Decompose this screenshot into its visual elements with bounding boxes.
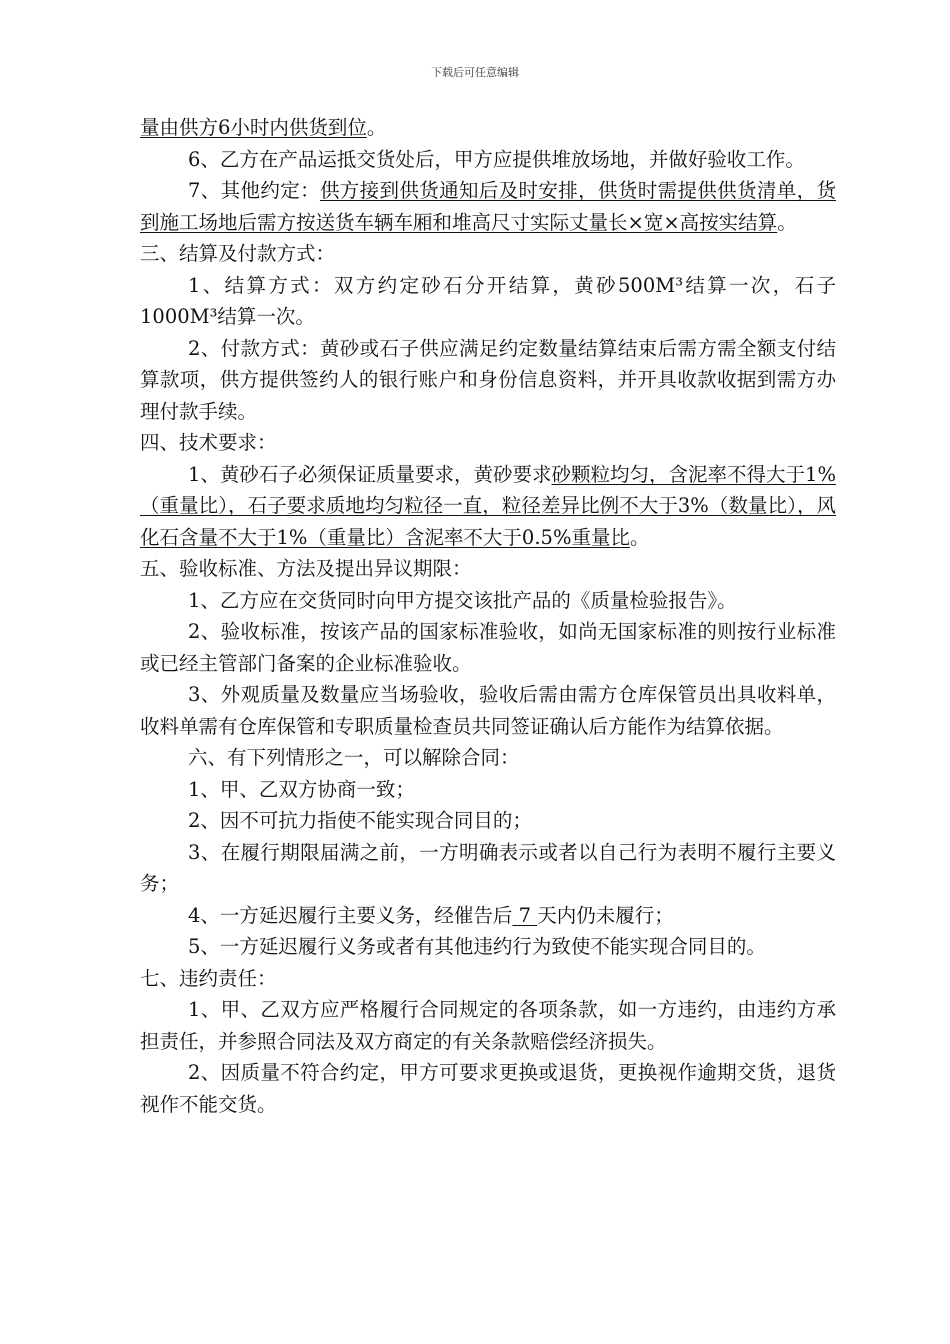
paragraph-continuation: 量由供方6小时内供货到位。: [140, 116, 387, 139]
clause-5-3: 3、外观质量及数量应当场验收，验收后需由需方仓库保管员出具收料单，收料单需有仓库保管和专职质量检查员共同签证确认后方能作为结算依据。: [140, 683, 836, 738]
page-header: 下载后可任意编辑: [431, 66, 519, 79]
clause-6-3: 3、在履行期限届满之前，一方明确表示或者以自己行为表明不履行主要义务；: [140, 840, 836, 895]
clause-6-2: 2、因不可抗力指使不能实现合同目的；: [188, 809, 532, 832]
underlined-text: 供方接到供货通知后及时安排，供货时需提供供货清单，货到施工场地后需方按送货车辆车厢和堆高尺寸实际丈量长×宽×高按实结算: [140, 179, 836, 234]
clause-7-2: 2、因质量不符合约定，甲方可要求更换或退货，更换视作逾期交货，退货视作不能交货。: [140, 1061, 836, 1116]
clause-5-2: 2、验收标准，按该产品的国家标准验收，如尚无国家标准的则按行业标准或已经主管部门备案的企业标准验收。: [140, 620, 836, 675]
underlined-days: 7: [512, 903, 538, 927]
clause-3-2: 2、付款方式：黄砂或石子供应满足约定数量结算结束后需方需全额支付结算款项，供方提供签约人的银行账户和身份信息资料，并开具收款收据到需方办理付款手续。: [140, 336, 836, 423]
underlined-text: 砂颗粒均匀，含泥率不得大于1%（重量比），石子要求质地均匀粒径一直，粒径差异比例不大于3%（数量比），风化石含量不大于1%（重量比）含泥率不大于0.5%重量比: [140, 462, 836, 549]
clause-6-4: 4、一方延迟履行主要义务，经催告后 7 天内仍未履行；: [188, 903, 674, 927]
section-heading-4: 四、技术要求：: [140, 431, 277, 454]
section-heading-7: 七、违约责任：: [140, 966, 277, 990]
clause-2-6: 6、乙方在产品运抵交货处后，甲方应提供堆放场地，并做好验收工作。: [188, 147, 805, 171]
clause-2-7: 7、其他约定：供方接到供货通知后及时安排，供货时需提供供货清单，货到施工场地后需方按送货车辆车厢和堆高尺寸实际丈量长×宽×高按实结算。: [140, 179, 836, 234]
section-heading-3: 三、结算及付款方式：: [140, 242, 336, 265]
clause-6-5: 5、一方延迟履行义务或者有其他违约行为致使不能实现合同目的。: [188, 935, 766, 958]
document-body: [140, 112, 836, 1120]
clause-4-1: 1、黄砂石子必须保证质量要求，黄砂要求砂颗粒均匀，含泥率不得大于1%（重量比），石子要求质地均匀粒径一直，粒径差异比例不大于3%（数量比），风化石含量不大于1%（重量比）含泥率不大于0.5%重量比。: [140, 462, 836, 549]
clause-3-1: 1、结算方式：双方约定砂石分开结算，黄砂500M³结算一次，石子1000M³结算一次。: [140, 273, 836, 328]
section-heading-5: 五、验收标准、方法及提出异议期限：: [140, 557, 472, 580]
section-heading-6: 六、有下列情形之一，可以解除合同：: [188, 746, 520, 769]
clause-5-1: 1、乙方应在交货同时向甲方提交该批产品的《质量检验报告》。: [188, 588, 737, 612]
underlined-text: 量由供方6小时内供货到位: [140, 116, 367, 139]
clause-7-1: 1、甲、乙双方应严格履行合同规定的各项条款，如一方违约，由违约方承担责任，并参照合同法及双方商定的有关条款赔偿经济损失。: [140, 998, 836, 1053]
clause-6-1: 1、甲、乙双方协商一致；: [188, 777, 415, 801]
